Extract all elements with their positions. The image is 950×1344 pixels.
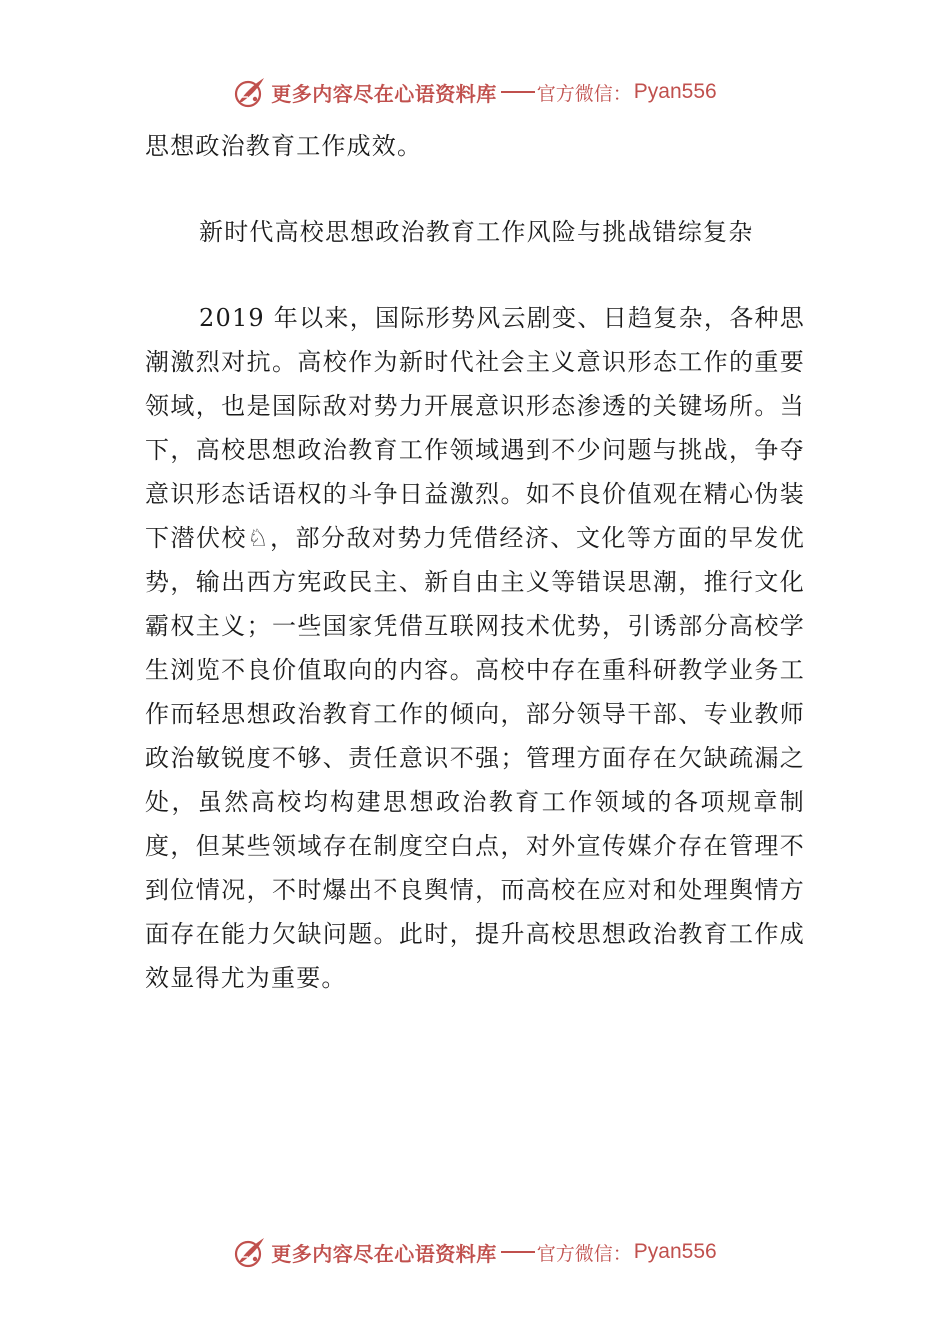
quill-pen-logo-icon	[233, 1235, 267, 1269]
quill-pen-logo-icon	[233, 75, 267, 109]
header-wechat-label: 官方微信：	[536, 82, 632, 105]
section-heading: 新时代高校思想政治教育工作风险与挑战错综复杂	[199, 218, 754, 246]
continued-paragraph: 思想政治教育工作成效。	[145, 132, 423, 160]
footer-wechat-account: Pyan556	[633, 1240, 717, 1263]
header-banner	[0, 72, 950, 112]
header-dash-separator	[501, 91, 535, 93]
footer-wechat-label: 官方微信：	[536, 1242, 632, 1265]
body-paragraph: 2019 年以来，国际形势风云剧变、日趋复杂，各种思潮激烈对抗。高校作为新时代社会主义意识形态工作的重要领域，也是国际敌对势力开展意识形态渗透的关键场所。当下，高校思想政治教育工作领域遇到不少问题与挑战，争夺意识形态话语权的斗争日益激烈。如不良价值观在精心伪装下潜伏校♘，部分敌对势力凭借经济、文化等方面的早发优势，输出西方宪政民主、新自由主义等错误思潮，推行文化霸权主义；一些国家凭借互联网技术优势，引诱部分高校学生浏览不良价值取向的内容。高校中存在重科研教学业务工作而轻思想政治教育工作的倾向，部分领导干部、专业教师政治敏锐度不够、责任意识不强；管理方面存在欠缺疏漏之处，虽然高校均构建思想政治教育工作领域的各项规章制度，但某些领域存在制度空白点，对外宣传媒介存在管理不到位情况，不时爆出不良舆情，而高校在应对和处理舆情方面存在能力欠缺问题。此时，提升高校思想政治教育工作成效显得尤为重要。	[145, 304, 805, 992]
footer-site-text: 更多内容尽在心语资料库	[271, 1241, 497, 1266]
header-site-text: 更多内容尽在心语资料库	[271, 81, 497, 106]
footer-banner	[0, 1232, 950, 1272]
header-wechat-account: Pyan556	[633, 80, 717, 103]
footer-dash-separator	[501, 1251, 535, 1253]
document-body	[145, 124, 805, 1000]
